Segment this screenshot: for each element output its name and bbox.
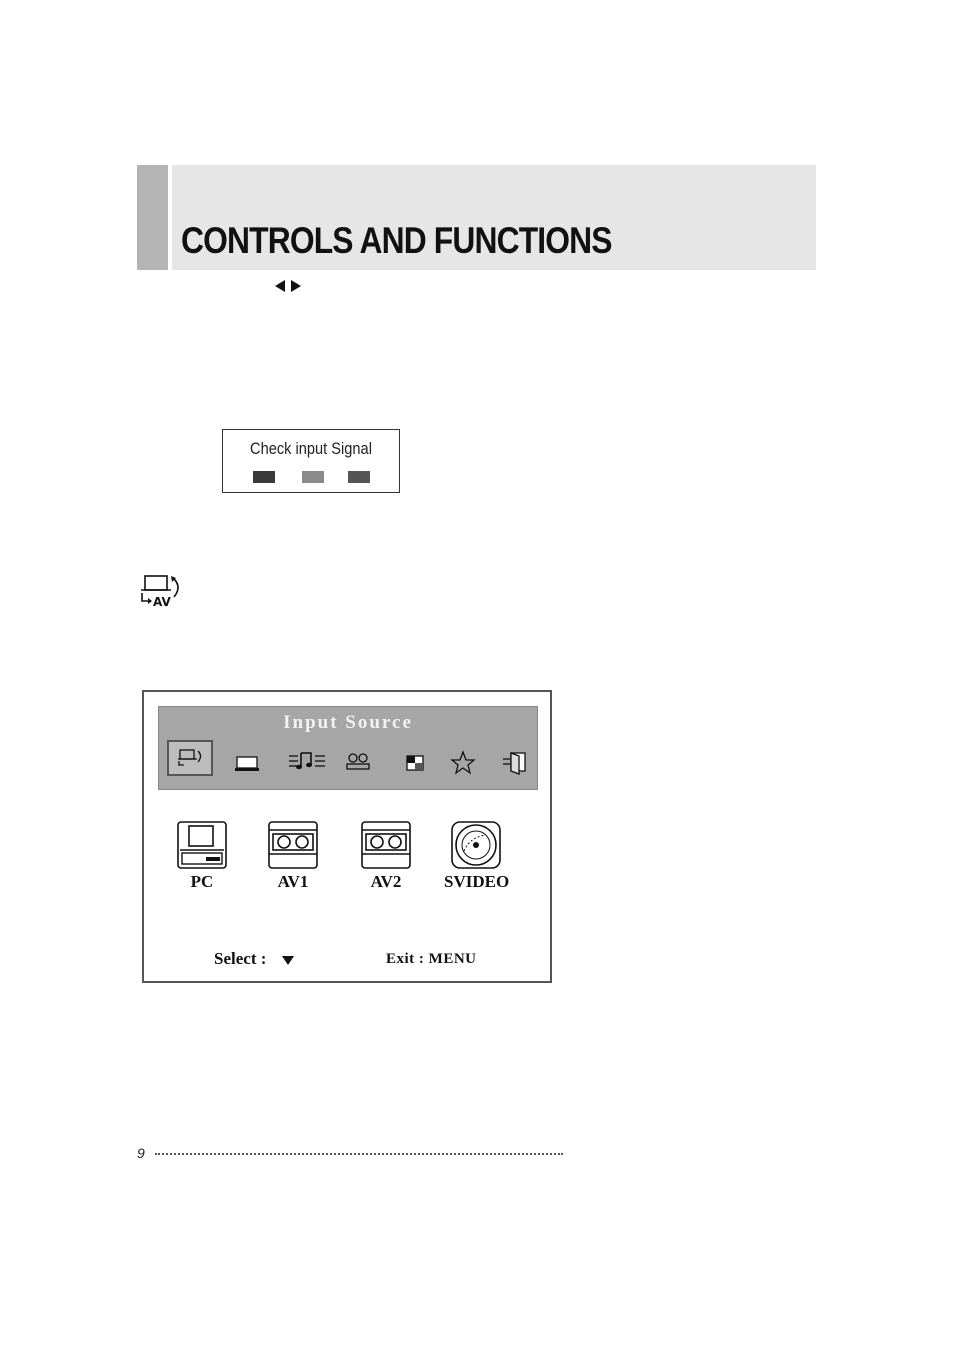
source-option-av1[interactable] [263, 820, 323, 892]
signal-message: Check input Signal [250, 439, 372, 458]
source-option-pc[interactable] [172, 820, 232, 892]
header-accent-bar [137, 165, 168, 270]
tv-icon [341, 745, 377, 779]
tab-display[interactable] [229, 745, 265, 779]
osd-title: Input Source [283, 712, 413, 733]
check-input-signal-box [222, 429, 400, 493]
source-option-svideo[interactable] [444, 820, 508, 892]
star-icon [445, 745, 481, 779]
vcr-icon [267, 820, 319, 870]
source-label: AV2 [370, 872, 402, 891]
svg-text:AV: AV [153, 595, 171, 609]
signal-swatch-dark [253, 471, 275, 483]
disc-icon [450, 820, 502, 870]
tab-tv[interactable] [341, 745, 377, 779]
source-label: SVIDEO [444, 872, 510, 891]
av-input-icon [138, 573, 184, 609]
vcr-icon [360, 820, 412, 870]
tab-exit[interactable] [497, 745, 533, 779]
signal-swatch-medium [348, 471, 370, 483]
tab-picture[interactable] [397, 745, 433, 779]
source-option-av2[interactable] [356, 820, 416, 892]
select-label: Select : [214, 949, 267, 968]
exit-hint: Exit : MENU [386, 951, 477, 967]
picture-icon [397, 745, 433, 779]
tab-favorite[interactable] [445, 745, 481, 779]
osd-menu-input-source [142, 690, 552, 983]
down-arrow-icon [281, 954, 295, 966]
select-hint [214, 949, 295, 969]
tab-audio[interactable] [287, 745, 323, 779]
signal-swatch-gray [302, 471, 324, 483]
monitor-icon [229, 745, 265, 779]
tab-input-source[interactable] [167, 740, 213, 776]
page-title: CONTROLS AND FUNCTIONS [181, 220, 612, 261]
input-source-icon [169, 742, 211, 774]
source-label: PC [190, 872, 214, 891]
left-right-arrows-icon [274, 279, 302, 293]
pc-icon [176, 820, 228, 870]
footer-dotted-rule [155, 1153, 563, 1155]
audio-icon [287, 745, 327, 779]
osd-header [158, 706, 538, 790]
source-label: AV1 [277, 872, 309, 891]
page-number: 9 [137, 1145, 145, 1161]
exit-door-icon [497, 745, 533, 779]
